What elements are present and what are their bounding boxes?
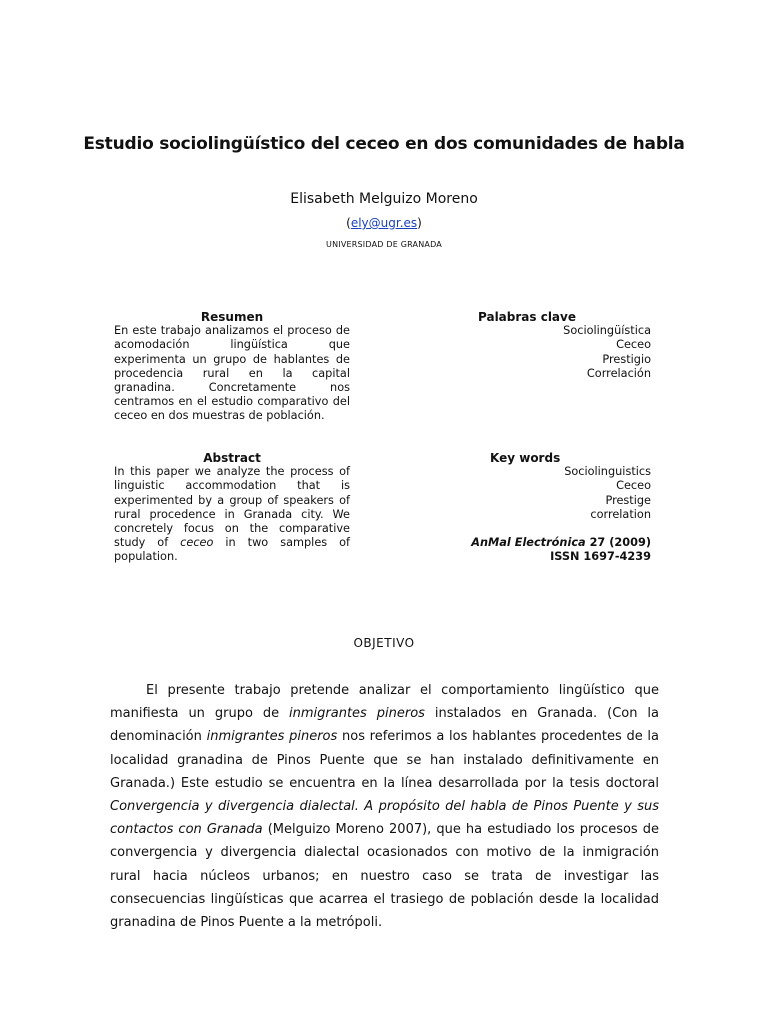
email-open-paren: (	[346, 216, 351, 230]
palabras-clave-heading: Palabras clave	[478, 310, 576, 324]
journal-info	[470, 536, 651, 564]
keyword-item: Sociolinguistics	[564, 465, 651, 479]
body-italic-citation: Convergencia y divergencia dialectal. A propósito del habla de Pinos Puente y sus contactos con Granada	[110, 799, 659, 838]
keyword-item: Prestigio	[602, 352, 651, 366]
resumen-block	[114, 310, 350, 424]
abstract-block	[114, 451, 350, 565]
key-words-block	[470, 451, 651, 522]
body-italic-term: inmigrantes pineros	[289, 706, 425, 722]
journal-issue	[470, 536, 651, 550]
resumen-text: En este trabajo analizamos el proceso de acomodación lingüística que experimenta un grupo de hablantes de procedencia rural en la capital granadina. Concretamente nos centramos en el estudio comparativo del ceceo en dos muestras de población.	[114, 324, 350, 423]
journal-issn: ISSN 1697-4239	[550, 550, 651, 564]
author-email-link[interactable]: ely@ugr.es	[350, 216, 418, 230]
body-text-part: El presente trabajo pretende analizar el comportamiento lingüístico que manifiesta un grupo de	[110, 683, 659, 722]
resumen-heading: Resumen	[200, 310, 264, 324]
body-paragraph-block	[110, 679, 659, 934]
keyword-item: Ceceo	[616, 338, 651, 352]
abstract-text-part: In this paper we analyze the process of linguistic accommodation that is experimented by a group of speakers of rural procedence in Granada city. We concretely focus on the comparative study of	[114, 465, 350, 550]
keyword-item: Prestige	[605, 493, 651, 507]
keyword-item: correlation	[590, 507, 651, 521]
abstract-heading: Abstract	[203, 451, 261, 465]
body-italic-term: inmigrantes pineros	[206, 729, 338, 745]
palabras-clave-block	[470, 310, 651, 381]
paper-title: Estudio sociolingüístico del ceceo en dos comunidades de habla	[83, 134, 685, 154]
body-text-part: nos referimos a los hablantes procedentes de la localidad granadina de Pinos Puente que se han instalado definitivamente en Granada.) Este estudio se encuentra en la línea desarrollada por la tesis doctoral	[110, 729, 659, 791]
keyword-item: Ceceo	[616, 479, 651, 493]
body-text-part: instalados en Granada. (Con la denominación	[110, 706, 659, 745]
abstract-text	[114, 465, 350, 564]
affiliation: UNIVERSIDAD DE GRANADA	[326, 240, 442, 249]
abstract-italic-term: ceceo	[180, 536, 214, 550]
keyword-item: Correlación	[586, 366, 651, 380]
body-paragraph	[110, 679, 659, 934]
email-close-paren: )	[417, 216, 422, 230]
key-words-heading: Key words	[490, 451, 561, 465]
body-text-part: (Melguizo Moreno 2007), que ha estudiado los procesos de convergencia y divergencia dialectal ocasionados con motivo de la inmigración rural hacia núcleos urbanos; en nuestro caso se trata de investigar las consecuencias lingüísticas que acarrea el trasiego de población desde la localidad granadina de Pinos Puente a la metrópoli.	[110, 822, 660, 931]
author-name: Elisabeth Melguizo Moreno	[290, 191, 478, 207]
journal-name: AnMal Electrónica	[471, 536, 586, 549]
keyword-item: Sociolingüística	[563, 324, 651, 338]
section-heading: OBJETIVO	[353, 636, 415, 650]
author-email-line	[0, 216, 768, 230]
journal-volume: 27 (2009)	[585, 536, 651, 549]
abstract-text-part: in two samples of population.	[114, 536, 351, 564]
